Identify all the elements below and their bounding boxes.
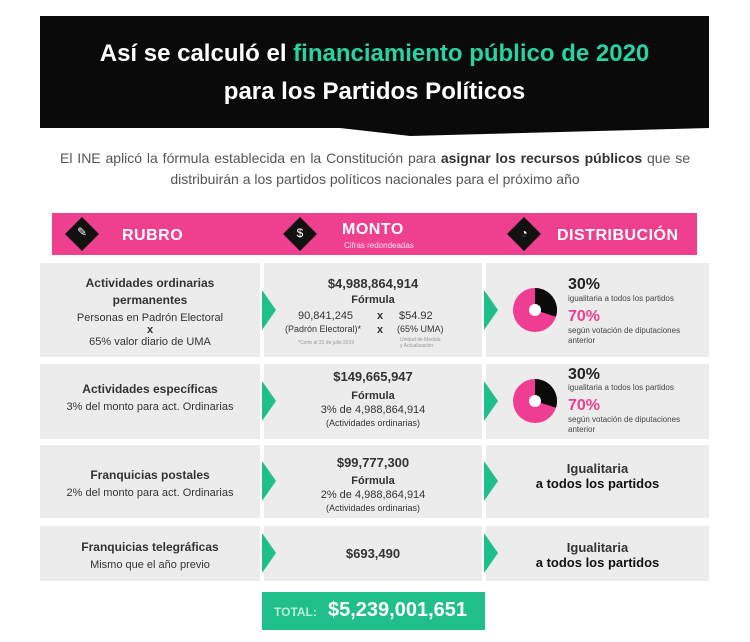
intro-text: El INE aplicó la fórmula establecida en la Constitución para asignar los recursos públicos que se distribuirán a los partidos políticos nacionales para el próximo año	[60, 150, 691, 187]
row3-rubro-title: Franquicias postales	[90, 468, 210, 482]
pie-center	[529, 395, 541, 407]
row3-dist-2: a todos los partidos	[535, 476, 660, 491]
title-highlight: financiamiento público de 2020	[293, 40, 650, 67]
row1-pct2: 70%	[568, 308, 601, 325]
row3-amount: $99,777,300	[336, 455, 410, 470]
row1-note-right: Unidad de Medida	[400, 337, 441, 343]
row1-formula-right: $54.92	[399, 310, 433, 322]
row1-rubro-title-2: permanentes	[112, 293, 188, 307]
row2-formula-2: (Actividades ordinarias)	[325, 418, 421, 428]
row2-pct2-desc-2: anterior	[568, 425, 596, 434]
row1-pie-chart	[512, 287, 558, 333]
row2-pct2: 70%	[568, 397, 601, 414]
row2-arrow-2	[484, 381, 498, 421]
pie-center	[529, 304, 541, 316]
total-box	[262, 592, 485, 630]
row1-amount: $4,988,864,914	[327, 276, 419, 291]
row1-formula-label: Fórmula	[351, 294, 395, 306]
row2-pct1: 30%	[568, 366, 601, 383]
row2-pct2-desc: según votación de diputaciones	[568, 415, 681, 424]
row2-formula: 3% de 4,988,864,914	[320, 404, 426, 416]
row2-pct1-desc: igualitaria a todos los partidos	[568, 383, 674, 392]
edit-document-icon: ✎	[76, 225, 88, 239]
pie-chart-icon: ◔	[520, 226, 528, 240]
title-line-1: Así se calculó el financiamiento público de 2020	[99, 40, 650, 67]
row1-pct1-desc: igualitaria a todos los partidos	[568, 294, 674, 303]
row1-pct2-desc-2: anterior	[568, 336, 596, 345]
row1-rubro-desc: Personas en Padrón Electoral	[76, 312, 224, 324]
dollar-icon: $	[296, 226, 304, 240]
row3-formula: 2% de 4,988,864,914	[320, 489, 426, 501]
row4-amount: $693,490	[345, 546, 401, 561]
row1-note-left: *Corte al 31 de julio 2019	[298, 340, 355, 346]
row1-rubro-desc-2: 65% valor diario de UMA	[89, 336, 211, 348]
row4-rubro-desc: Mismo que el año previo	[90, 559, 210, 571]
row1-formula-x: x	[377, 310, 384, 322]
row1-formula-x-2: x	[377, 324, 384, 336]
row4-rubro-title: Franquicias telegráficas	[81, 540, 219, 554]
row3-formula-label: Fórmula	[351, 475, 395, 487]
title-line-2: para los Partidos Políticos	[223, 78, 526, 105]
row1-note-right-2: y Actualización	[400, 343, 434, 349]
row3-dist-1: Igualitaria	[566, 461, 629, 476]
row3-formula-2: (Actividades ordinarias)	[325, 503, 421, 513]
row1-formula-left: 90,841,245	[298, 310, 354, 322]
row2-formula-label: Fórmula	[351, 390, 395, 402]
row1-rubro-x: x	[146, 324, 154, 336]
row1-formula-left-2: (Padrón Electoral)*	[285, 324, 362, 334]
row1-formula-right-2: (65% UMA)	[397, 324, 444, 334]
row4-dist-1: Igualitaria	[566, 540, 629, 555]
row4-dist-2: a todos los partidos	[535, 555, 660, 570]
row1-rubro-title: Actividades ordinarias	[85, 276, 215, 290]
title-banner	[40, 16, 709, 128]
row2-pie-chart	[512, 378, 558, 424]
total-value: $5,239,001,651	[328, 599, 468, 621]
row2-rubro-desc: 3% del monto para act. Ordinarias	[66, 401, 234, 413]
column-header-bar	[52, 213, 697, 255]
header-distribucion: DISTRIBUCIÓN	[557, 227, 679, 244]
row2-rubro-title: Actividades específicas	[82, 382, 218, 396]
header-monto: MONTO	[342, 221, 404, 238]
header-monto-sub: Cifras redondeadas	[344, 241, 414, 250]
row1-pct2-desc: según votación de diputaciones	[568, 326, 681, 335]
header-rubro: RUBRO	[122, 227, 184, 244]
row2-amount: $149,665,947	[333, 369, 413, 384]
banner-notch	[40, 127, 709, 137]
total-label: TOTAL:	[274, 605, 317, 619]
row1-pct1: 30%	[568, 276, 601, 293]
row1-arrow-2	[484, 290, 498, 330]
row3-rubro-desc: 2% del monto para act. Ordinarias	[66, 487, 234, 499]
